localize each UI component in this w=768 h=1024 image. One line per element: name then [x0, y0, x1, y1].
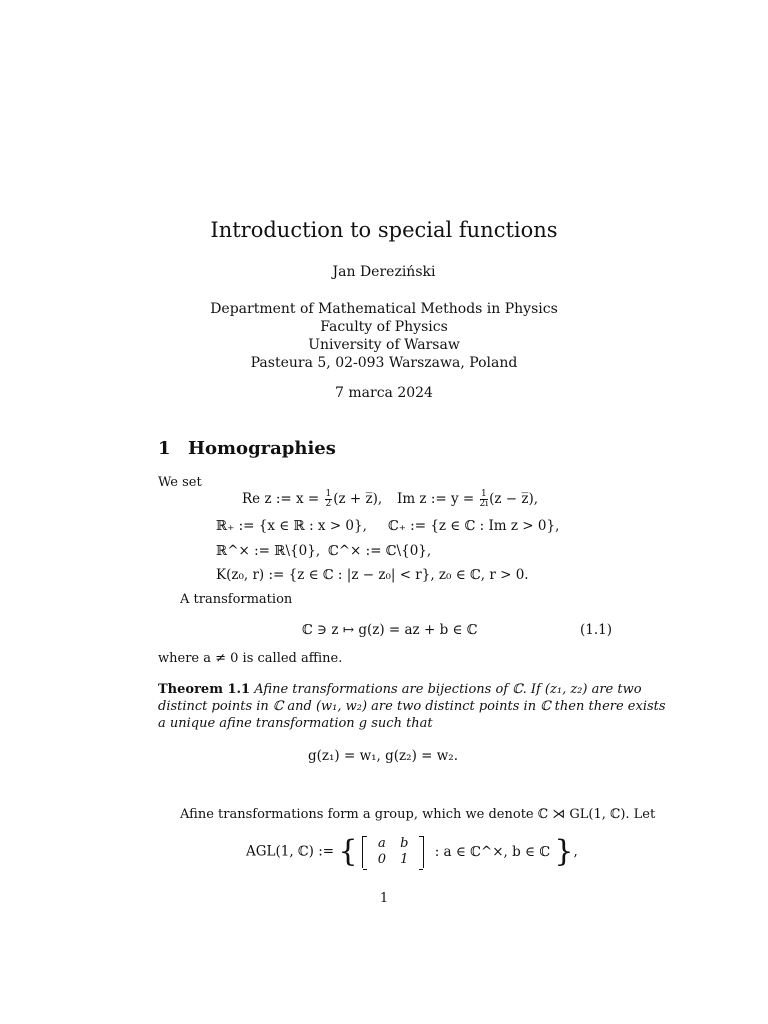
agl-matrix: a b 0 1	[362, 836, 425, 868]
paper-date: 7 marca 2024	[335, 385, 433, 401]
right-brace-icon: }	[554, 834, 574, 869]
cplus-definition: ℂ₊ := {z ∈ ℂ : Im z > 0},	[388, 518, 560, 534]
theorem-line-1: Theorem 1.1 Afine transformations are bijections of ℂ. If (z₁, z₂) are two	[158, 682, 642, 697]
section-number: 1	[158, 438, 171, 459]
rtimes-definition: ℝ^× := ℝ\{0},	[216, 543, 321, 559]
affiliation-line-4: Pasteura 5, 02-093 Warszawa, Poland	[250, 355, 518, 371]
equation-number: (1.1)	[580, 622, 613, 638]
affiliation-line-1: Department of Mathematical Methods in Physics	[210, 301, 558, 317]
left-brace-icon: {	[338, 834, 358, 869]
agl-lhs: AGL(1, ℂ) :=	[246, 843, 335, 860]
where-affine-text: where a ≠ 0 is called affine.	[158, 651, 343, 666]
section-title: Homographies	[188, 438, 336, 459]
affiliation-line-2: Faculty of Physics	[320, 319, 448, 335]
theorem-equation: g(z₁) = w₁, g(z₂) = w₂.	[308, 748, 458, 764]
disc-definition: K(z₀, r) := {z ∈ ℂ : |z − z₀| < r}, z₀ ∈ ℂ, r > 0.	[216, 567, 529, 583]
theorem-label: Theorem 1.1	[158, 682, 251, 697]
ctimes-definition: ℂ^× := ℂ\{0},	[328, 543, 432, 559]
paper-author: Jan Dereziński	[332, 264, 436, 280]
rplus-definition: ℝ₊ := {x ∈ ℝ : x > 0},	[216, 518, 367, 534]
we-set-text: We set	[158, 475, 202, 490]
theorem-line-2: distinct points in ℂ and (w₁, w₂) are two distinct points in ℂ then there exists	[158, 699, 666, 714]
section-heading	[158, 438, 336, 459]
fraction-half: $\frac{1}{2}$	[325, 489, 332, 509]
affiliation-line-3: University of Warsaw	[308, 337, 460, 353]
affine-map-equation: ℂ ∋ z ↦ g(z) = az + b ∈ ℂ	[302, 622, 478, 638]
agl-condition: : a ∈ ℂ^×, b ∈ ℂ	[434, 843, 551, 860]
a-transformation-text: A transformation	[180, 592, 293, 607]
paper-title: Introduction to special functions	[210, 218, 558, 242]
re-definition: Re z := x = $\frac{1}{2}$ (z + z̅),	[242, 489, 383, 509]
affine-group-text: Afine transformations form a group, which we denote ℂ ⋊ GL(1, ℂ). Let	[180, 807, 656, 822]
im-definition: Im z := y = $\frac{1}{2i}$ (z − z̅),	[397, 489, 539, 509]
agl-definition: AGL(1, ℂ) := { a b 0 1 : a ∈ ℂ^×, b ∈ ℂ },	[246, 834, 578, 869]
page-number: 1	[379, 891, 389, 906]
fraction-half-i: $\frac{1}{2i}$	[479, 489, 489, 509]
theorem-line-3: a unique afine transformation g such that	[158, 716, 433, 731]
